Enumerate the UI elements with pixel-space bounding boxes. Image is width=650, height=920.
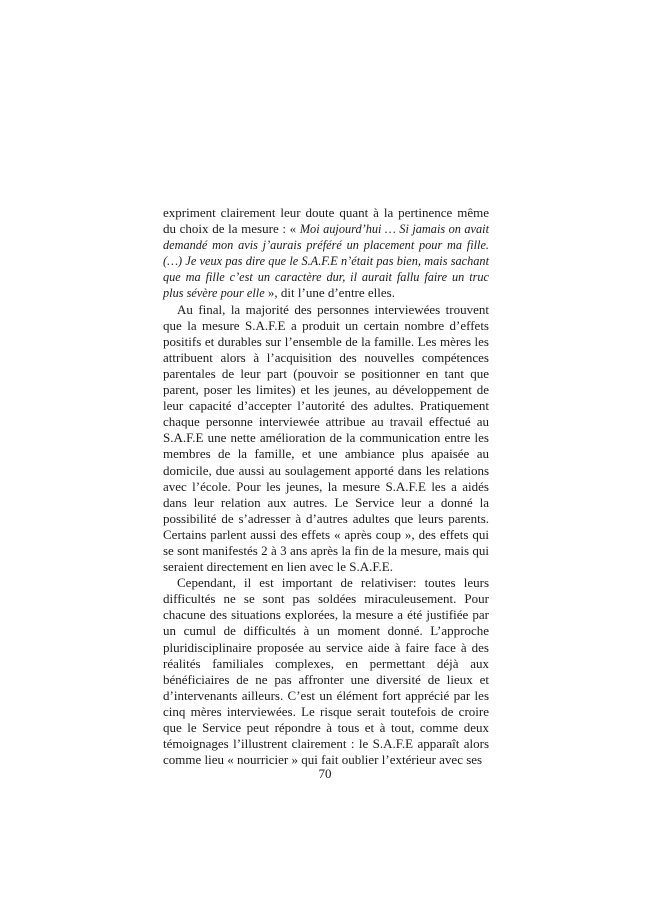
paragraph-2 bbox=[163, 302, 489, 576]
page-number: 70 bbox=[318, 766, 332, 781]
paragraph-1 bbox=[163, 205, 489, 302]
paragraph-2-text: Au final, la majorité des personnes interviewées trouvent que la mesure S.A.F.E a produit un certain nombre d’effets positifs et durables sur l’ensemble de la famille. Les mères les attribuent alors à l’acquisition des nouvelles compétences parentales de leur part (pouvoir se positionner en tant que parent, poser les limites) et les jeunes, au développement de leur capacité d’accepter l’autorité des adultes. Pratiquement chaque personne interviewée attribue au travail effectué au S.A.F.E une nette amélioration de la communication entre les membres de la famille, et une ambiance plus apaisée au domicile, due aussi au soulagement apporté dans les relations avec l’école. Pour les jeunes, la mesure S.A.F.E les a aidés dans leur relation aux autres. Le Service leur a donné la possibilité de s’adresser à d’autres adultes que leurs parents. Certains parlent aussi des effets « après coup », des effets qui se sont manifestés 2 à 3 ans après la fin de la mesure, mais qui seraient directement en lien avec le S.A.F.E. bbox=[163, 301, 489, 575]
paragraph-1-text-1: expriment clairement leur doute quant à la pertinence même du choix de la mesure : « bbox=[163, 205, 489, 237]
paragraph-3-text: Cependant, il est important de relativiser: toutes leurs difficultés ne se sont pas soldées miraculeusement. Pour chacune des situations explorées, la mesure a été justifiée par un cumul de difficultés à un moment donné. L’approche pluridisciplinaire proposée au service aide à faire face à des réalités familiales complexes, en permettant déjà aux bénéficiaires de ne pas affronter une diversité de lieux et d’intervenants ailleurs. C’est un élément fort apprécié par les cinq mères interviewées. Le risque serait toutefois de croire que le Service peut répondre à tous et à tout, comme deux témoignages l’illustrent clairement : le S.A.F.E apparaît alors comme lieu « nourricier » qui fait oublier l’extérieur avec ses bbox=[163, 575, 489, 768]
paragraph-1-text-2: », dit l’une d’entre elles. bbox=[264, 285, 395, 301]
interview-quote: Moi aujourd’hui … Si jamais on avait demandé mon avis j’aurais préféré un placement pour ma fille. (…) Je veux pas dire que le S.A.F.E n’était pas bien, mais sachant que ma fille c’est un caractère dur, il aurait fallu faire un truc plus sévère pour elle bbox=[163, 222, 490, 301]
body-text bbox=[163, 205, 489, 768]
paragraph-3 bbox=[163, 575, 489, 768]
